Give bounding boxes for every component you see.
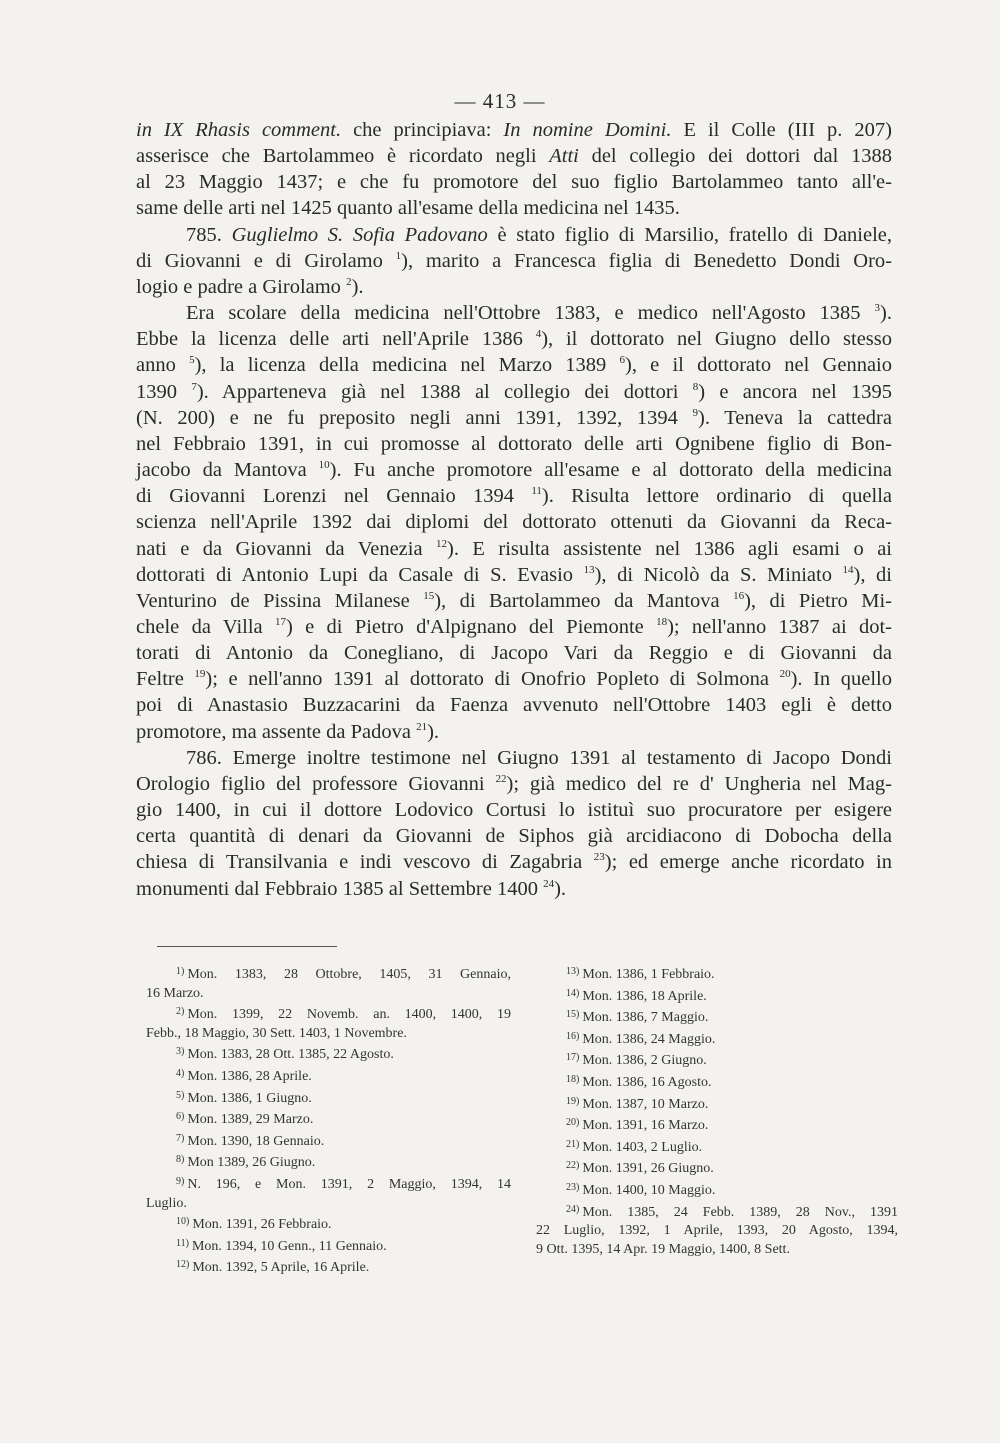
footnote-ref: 4	[535, 328, 542, 341]
text-run: scienza nell'Aprile 1392 dai diplomi del dottorato ottenuti da Giovanni da Reca-	[136, 511, 892, 534]
text-run: ), di	[853, 563, 893, 586]
footnote-text: Mon. 1383, 28 Ott. 1385, 22 Agosto.	[187, 1047, 394, 1063]
footnote-ref: 12	[436, 537, 448, 550]
footnote-number: 21)	[566, 1138, 580, 1150]
footnote-text: Mon. 1385, 24 Febb. 1389, 28 Nov., 1391	[582, 1204, 898, 1220]
footnote-line	[146, 1108, 511, 1130]
footnote-number: 1)	[176, 966, 185, 977]
text-run: 786. Emerge inoltre testimone nel Giugno 1391 al testamento di Jacopo Dondi	[186, 746, 892, 769]
footnote-text: Mon. 1403, 2 Luglio.	[582, 1139, 703, 1155]
text-run: ), di Pietro Mi-	[744, 589, 892, 612]
text-run: ).	[880, 302, 892, 325]
footnote-ref: 6	[619, 354, 626, 367]
text-line	[136, 562, 892, 588]
text-run: ). E risulta assistente nel 1386 agli esami o ai	[447, 537, 892, 560]
footnote-text: Mon 1389, 26 Giugno.	[187, 1155, 316, 1171]
footnote-ref: 11	[531, 485, 542, 498]
footnote-text: N. 196, e Mon. 1391, 2 Maggio, 1394, 14	[187, 1176, 511, 1192]
footnote-ref: 8	[692, 380, 699, 393]
footnote-text: Mon. 1391, 16 Marzo.	[582, 1118, 709, 1134]
footnote-line	[146, 1003, 511, 1025]
text-line	[136, 797, 892, 823]
footnote-line	[536, 963, 898, 985]
text-line	[136, 692, 892, 718]
text-run: ), di Bartolammeo da Mantova	[434, 589, 734, 612]
text-line	[136, 169, 892, 195]
footnote-line	[536, 1006, 898, 1028]
page-number: — 413 —	[454, 89, 546, 113]
text-run: ).	[351, 275, 364, 298]
footnote-ref: 13	[583, 563, 595, 576]
main-text	[136, 117, 892, 902]
footnote-ref: 1	[395, 249, 402, 262]
text-run: promotore, ma assente da Padova	[136, 720, 417, 743]
text-line	[136, 195, 892, 221]
footnote-line	[536, 1071, 898, 1093]
text-line	[136, 300, 892, 326]
text-run: certa quantità di denari da Giovanni de Siphos già arcidiacono di Dobocha della	[136, 825, 892, 848]
text-run: 785.	[186, 223, 232, 246]
text-line	[136, 405, 892, 431]
footnote-text: Mon. 1386, 1 Giugno.	[187, 1090, 312, 1106]
text-run: E il Colle (III p. 207)	[671, 119, 892, 141]
footnote-line	[536, 1241, 898, 1260]
footnote-ref: 3	[874, 302, 881, 315]
italic-text: Guglielmo S. Sofia Padovano	[231, 223, 488, 246]
text-line	[136, 117, 892, 143]
footnote-text: Febb., 18 Maggio, 30 Sett. 1403, 1 Novembre.	[146, 1025, 407, 1041]
text-run: Orologio figlio del professore Giovanni	[136, 772, 496, 795]
footnote-line	[536, 985, 898, 1007]
footnote-number: 18)	[566, 1073, 580, 1085]
footnote-text: Mon. 1399, 22 Novemb. an. 1400, 1400, 19	[187, 1007, 511, 1023]
text-line	[136, 849, 892, 875]
footnote-number: 4)	[176, 1067, 185, 1079]
text-run: ); ed emerge anche ricordato in	[604, 851, 892, 874]
footnote-number: 3)	[176, 1046, 185, 1058]
footnote-line	[146, 1087, 511, 1109]
footnote-number: 22)	[566, 1160, 580, 1172]
footnote-ref: 10	[318, 459, 330, 472]
footnote-number: 9)	[176, 1175, 185, 1187]
text-line	[136, 614, 892, 640]
text-run: ), marito a Francesca figlia di Benedetto Dondi Oro-	[401, 249, 892, 272]
text-run: Ebbe la licenza delle arti nell'Aprile 1386	[136, 328, 536, 351]
footnote-ref: 15	[423, 589, 435, 602]
text-run: same delle arti nel 1425 quanto all'esame della medicina nel 1435.	[136, 197, 680, 220]
text-line	[136, 588, 892, 614]
footnote-line	[146, 1195, 511, 1214]
text-run: gio 1400, in cui il dottore Lodovico Cortusi lo istituì suo procuratore per esigere	[136, 799, 892, 822]
text-run: torati di Antonio da Conegliano, di Jacopo Vari da Reggio e di Giovanni da	[136, 642, 892, 665]
footnote-text: Mon. 1387, 10 Marzo.	[582, 1096, 709, 1112]
footnote-line	[146, 1256, 511, 1278]
text-run: monumenti dal Febbraio 1385 al Settembre 1400	[136, 877, 544, 900]
footnote-text: Mon. 1386, 2 Giugno.	[582, 1053, 707, 1069]
footnote-number: 14)	[566, 987, 580, 999]
text-run: chiesa di Transilvania e indi vescovo di Zagabria	[136, 851, 594, 874]
footnote-line	[146, 1025, 511, 1044]
footnote-line	[146, 1213, 511, 1235]
footnote-text: Mon. 1383, 28 Ottobre, 1405, 31 Gennaio,	[187, 967, 511, 982]
text-line	[136, 379, 892, 405]
text-run: Era scolare della medicina nell'Ottobre 1383, e medico nell'Agosto 1385	[186, 302, 875, 325]
text-line	[136, 222, 892, 248]
footnote-number: 13)	[566, 966, 580, 977]
footnote-line	[536, 1093, 898, 1115]
text-line	[136, 745, 892, 771]
italic-text: In nomine Domini.	[503, 119, 672, 141]
text-line	[136, 483, 892, 509]
footnote-ref: 17	[274, 615, 286, 628]
text-line	[136, 352, 892, 378]
footnote-text: Mon. 1386, 1 Febbraio.	[582, 967, 715, 982]
text-run: ). Apparteneva già nel 1388 al collegio dei dottori	[196, 380, 693, 403]
text-run: ); e nell'anno 1391 al dottorato di Onofrio Popleto di Solmona	[205, 668, 780, 691]
text-run: ), la licenza della medicina nel Marzo 1389	[194, 354, 620, 377]
footnote-text: Mon. 1391, 26 Febbraio.	[192, 1217, 332, 1233]
footnote-ref: 23	[593, 851, 605, 864]
text-run: ), di Nicolò da S. Miniato	[594, 563, 843, 586]
text-run: ).	[427, 720, 440, 743]
footnote-text: 22 Luglio, 1392, 1 Aprile, 1393, 20 Agosto, 1394,	[536, 1223, 898, 1239]
text-line	[136, 771, 892, 797]
footnote-text: 9 Ott. 1395, 14 Apr. 19 Maggio, 1400, 8 Sett.	[536, 1241, 790, 1257]
text-line	[136, 326, 892, 352]
text-run: dottorati di Antonio Lupi da Casale di S. Evasio	[136, 563, 584, 586]
footnote-ref: 7	[191, 380, 197, 393]
footnote-text: 16 Marzo.	[146, 985, 204, 1001]
footnote-ref: 5	[189, 354, 195, 367]
text-run: di Giovanni e di Girolamo	[136, 249, 396, 272]
footnote-ref: 19	[194, 668, 206, 681]
footnote-number: 6)	[176, 1111, 185, 1123]
footnote-number: 20)	[566, 1117, 580, 1129]
text-run: 1390	[136, 380, 192, 403]
footnote-separator	[157, 946, 337, 947]
footnote-number: 10)	[176, 1216, 190, 1228]
footnote-ref: 2	[346, 275, 352, 288]
text-line	[136, 248, 892, 274]
italic-text: in IX Rhasis comment.	[136, 119, 342, 141]
text-run: ). Risulta lettore ordinario di quella	[541, 485, 893, 508]
text-line	[136, 431, 892, 457]
footnote-line	[536, 1179, 898, 1201]
text-run: logio e padre a Girolamo	[136, 275, 347, 298]
footnote-number: 23)	[566, 1181, 580, 1193]
text-line	[136, 509, 892, 535]
footnote-text: Mon. 1390, 18 Gennaio.	[187, 1133, 325, 1149]
footnote-number: 24)	[566, 1203, 580, 1215]
footnote-line	[536, 1114, 898, 1136]
footnote-number: 8)	[176, 1154, 185, 1166]
text-run: che principiava:	[341, 119, 504, 141]
footnote-line	[536, 1157, 898, 1179]
footnote-number: 19)	[566, 1095, 580, 1107]
text-run: nati e da Giovanni da Venezia	[136, 537, 437, 560]
text-run: asserisce che Bartolammeo è ricordato negli	[136, 145, 550, 168]
footnote-line	[146, 1130, 511, 1152]
footnote-text: Mon. 1391, 26 Giugno.	[582, 1161, 714, 1177]
footnote-line	[536, 1028, 898, 1050]
footnote-text: Mon. 1386, 18 Aprile.	[582, 988, 707, 1004]
text-line	[136, 719, 892, 745]
footnote-line	[146, 1173, 511, 1195]
footnote-number: 12)	[176, 1259, 190, 1271]
footnote-number: 17)	[566, 1052, 580, 1064]
text-line	[136, 823, 892, 849]
footnote-text: Luglio.	[146, 1195, 187, 1211]
footnote-ref: 18	[656, 615, 668, 628]
footnote-ref: 16	[733, 589, 745, 602]
footnote-number: 2)	[176, 1006, 185, 1018]
footnote-text: Mon. 1386, 24 Maggio.	[582, 1031, 716, 1047]
text-run: jacobo da Mantova	[136, 459, 319, 482]
footnote-line	[146, 1065, 511, 1087]
footnote-text: Mon. 1386, 28 Aprile.	[187, 1068, 312, 1084]
footnote-line	[536, 1222, 898, 1241]
footnote-line	[536, 1136, 898, 1158]
footnote-line	[146, 985, 511, 1004]
footnote-line	[146, 1235, 511, 1257]
text-run: ) e ancora nel 1395	[698, 380, 893, 403]
footnote-text: Mon. 1386, 7 Maggio.	[582, 1010, 709, 1026]
text-run: ), il dottorato nel Giugno dello stesso	[541, 328, 892, 351]
footnote-line	[146, 1043, 511, 1065]
footnote-text: Mon. 1400, 10 Maggio.	[582, 1182, 716, 1198]
text-run: nel Febbraio 1391, in cui promosse al dottorato delle arti Ognibene figlio di Bon-	[136, 432, 892, 455]
text-run: ). In quello	[790, 668, 892, 691]
footnote-number: 15)	[566, 1009, 580, 1021]
footnote-number: 11)	[176, 1237, 189, 1249]
text-run: ); già medico del re d' Ungheria nel Mag-	[506, 772, 892, 795]
footnote-ref: 9	[692, 406, 698, 419]
text-line	[136, 876, 892, 902]
text-run: ); nell'anno 1387 ai dot-	[667, 615, 893, 638]
footnote-text: Mon. 1394, 10 Genn., 11 Gennaio.	[191, 1238, 387, 1254]
text-line	[136, 274, 892, 300]
footnote-number: 7)	[176, 1132, 185, 1144]
text-run: ). Teneva la cattedra	[698, 406, 892, 429]
text-run: di Giovanni Lorenzi nel Gennaio 1394	[136, 485, 532, 508]
text-run: al 23 Maggio 1437; e che fu promotore del suo figlio Bartolammeo tanto all'e-	[136, 171, 892, 194]
text-run: poi di Anastasio Buzzacarini da Faenza avvenuto nell'Ottobre 1403 egli è detto	[136, 694, 892, 717]
text-line	[136, 640, 892, 666]
text-line	[136, 666, 892, 692]
text-run: Feltre	[136, 668, 195, 691]
footnote-number: 5)	[176, 1089, 185, 1101]
text-run: ), e il dottorato nel Gennaio	[625, 354, 892, 377]
text-run: è stato figlio di Marsilio, fratello di Daniele,	[487, 223, 893, 246]
footnote-line	[146, 1151, 511, 1173]
text-run: ).	[554, 877, 567, 900]
footnote-ref: 21	[416, 720, 428, 733]
footnote-ref: 14	[842, 563, 854, 576]
footnote-text: Mon. 1389, 29 Marzo.	[187, 1112, 314, 1128]
footnote-ref: 24	[543, 877, 555, 890]
text-run: anno	[136, 354, 190, 377]
text-run: ). Fu anche promotore all'esame e al dottorato della medicina	[329, 459, 892, 482]
text-run: Venturino de Pissina Milanese	[136, 589, 424, 612]
footnote-line	[536, 1049, 898, 1071]
footnote-text: Mon. 1386, 16 Agosto.	[582, 1074, 712, 1090]
italic-text: Atti	[549, 145, 579, 168]
footnote-ref: 20	[779, 668, 791, 681]
text-run: ) e di Pietro d'Alpignano del Piemonte	[285, 615, 657, 638]
footnote-number: 16)	[566, 1030, 580, 1042]
text-run: chele da Villa	[136, 615, 275, 638]
text-line	[136, 143, 892, 169]
text-run: (N. 200) e ne fu preposito negli anni 1391, 1392, 1394	[136, 406, 693, 429]
footnotes-right-column	[536, 963, 898, 1259]
footnote-text: Mon. 1392, 5 Aprile, 16 Aprile.	[192, 1260, 370, 1276]
footnote-line	[146, 963, 511, 985]
footnote-line	[536, 1201, 898, 1223]
text-line	[136, 536, 892, 562]
footnote-ref: 22	[495, 772, 507, 785]
footnotes-left-column	[146, 963, 511, 1278]
text-run: del collegio dei dottori dal 1388	[578, 145, 892, 168]
text-line	[136, 457, 892, 483]
